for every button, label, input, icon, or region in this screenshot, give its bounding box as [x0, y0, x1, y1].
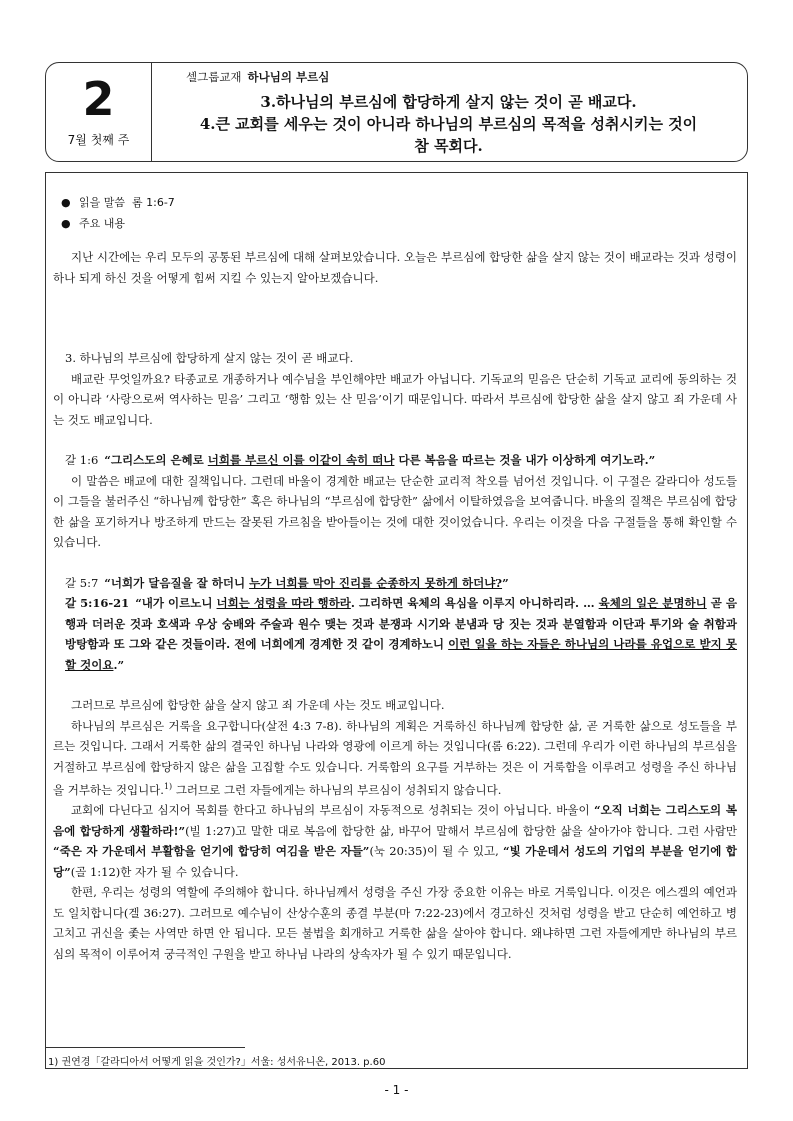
- bold-quote: “오직 너희는 그리스도의 복음에 합당하게 생활하라!”: [53, 803, 737, 838]
- spirit-paragraph: 한편, 우리는 성령의 역할에 주의해야 합니다. 하나님께서 성령을 주신 가장 중요한 이유는 바로 거룩입니다. 이것은 에스겔의 예언과도 일치합니다(겔 36:27). 그러므로 예수님이 산상수훈의 종결 부분(마 7:22-23)에서 경고하신 것처럼 성령을 받고 단순히 예언하고 병고치고 귀신을 좇는 사역만 하면 안 됩니다. 모든 불법을 회개하고 거룩한 삶을 살아야 합니다. 왜냐하면 그런 자들에게만 하나님의 부르심의 목적이 이루어져 궁극적인 구원을 받고 하나님 나라의 상속자가 될 수 있기 때문입니다.: [53, 885, 737, 961]
- verse-text: 곧 음행과 더러운 것과 호색과 우상 숭배와 주술과 원수 맺는 것과 분쟁과 시기와 분냄과 당 짓는 것과 분열함과 이단과 투기와 술 취함과 방탕함과 또 그와 같은 것들이라. 전에 너희에게 경계한 것 같이 경계하노니: [65, 596, 738, 651]
- verse-underlined: 너희는 성령을 따라 행하라: [216, 596, 351, 610]
- lesson-title: [156, 91, 741, 157]
- content-body: [53, 173, 737, 964]
- verse-text: . 그리하면 육체의 욕심을 이루지 아니하리라. …: [350, 596, 599, 610]
- footnote-ref: 1): [163, 782, 173, 791]
- paragraph-text: (눅 20:35)이 될 수 있고,: [369, 844, 503, 859]
- verse-ref: 갈 5:16-21: [65, 596, 130, 610]
- lesson-header: [45, 62, 748, 162]
- week-label: 7월 첫째 주: [67, 133, 130, 147]
- main-label: 주요 내용: [79, 216, 126, 230]
- series-line: [186, 69, 329, 85]
- verse-ref: 갈 5:7: [65, 575, 99, 590]
- verse-underlined: 육체의 일은 분명하니: [598, 596, 707, 610]
- intro-paragraph: 지난 시간에는 우리 모두의 공통된 부르심에 대해 살펴보았습니다. 오늘은 부르심에 합당한 삶을 살지 않는 것이 배교라는 것과 성령이 하나 되게 하신 것을 어떻게 힘써 지킬 수 있는지 알아보겠습니다.: [53, 250, 737, 285]
- footnote-divider: [45, 1047, 245, 1048]
- verse-ref: 갈 1:6: [65, 453, 99, 467]
- verse-underlined: 이런 일을 하는 자들은 하나님의 나라를 유업으로 받지 못할 것이요: [65, 637, 737, 672]
- conclusion-sentence: 그러므로 부르심에 합당한 삶을 살지 않고 죄 가운데 사는 것도 배교입니다.: [71, 698, 445, 712]
- week-cell: [46, 63, 152, 161]
- main-bullet: [53, 214, 737, 235]
- commentary-paragraph: 이 말씀은 배교에 대한 질책입니다. 그런데 바울이 경계한 배교는 단순한 교리적 착오를 넘어선 것입니다. 이 구절은 갈라디아 성도들이 그들을 불러주신 “하나님께 합당한” 혹은 하나님의 “부르심에 합당한” 삶에서 이탈하였음을 보여줍니다. 바울의 질책은 부르심에 합당한 삶을 포기하거나 방조하게 만드는 잘못된 가르침을 받아들이는 것에 대한 것이었습니다. 우리는 이것을 다음 구절들을 통해 확인할 수 있습니다.: [53, 473, 737, 549]
- reading-bullet: [53, 193, 737, 214]
- paragraph-text: 그러므로 그런 자들에게는 하나님의 부르심이 성취되지 않습니다.: [172, 782, 502, 797]
- week-number: 2: [82, 72, 115, 126]
- verse-text: .”: [113, 657, 125, 672]
- paragraph-text: (빌 1:27)고 말한 대로 복음에 합당한 삶, 바꾸어 말해서 부르심에 합당한 삶을 살아가야 합니다. 그런 사람만: [185, 823, 738, 838]
- verse-gal-1-6: [53, 450, 737, 471]
- verse-text: “그리스도의 은혜로: [104, 453, 208, 467]
- bullet-dot-icon: ●: [61, 216, 71, 230]
- reading-ref: 롬 1:6-7: [132, 196, 175, 209]
- verse-text: 다른 복음을 따르는 것을 내가 이상하게 여기노라.”: [394, 453, 656, 467]
- reading-label: 읽을 말씀: [79, 196, 126, 209]
- verse-text: “내가 이르노니: [135, 596, 217, 610]
- verse-text: ”: [502, 575, 509, 590]
- title-line-1: 3.하나님의 부르심에 합당하게 살지 않는 것이 곧 배교다.: [260, 93, 637, 111]
- section-paragraph: 배교란 무엇일까요? 타종교로 개종하거나 예수님을 부인해야만 배교가 아닙니다. 기독교의 믿음은 단순히 기독교 교리에 동의하는 것이 아니라 ‘사랑으로써 역사하는 믿음’ 그리고 ‘행함 있는 산 믿음’이기 때문입니다. 따라서 부르심에 합당한 삶을 살지 않고 죄 가운데 사는 것도 배교입니다.: [53, 371, 737, 427]
- series-title: 하나님의 부르심: [247, 70, 330, 84]
- paragraph-text: 하나님의 부르심은 거룩을 요구합니다(살전 4:3 7-8). 하나님의 계획은 거룩하신 하나님께 합당한 삶, 곧 거룩한 삶으로 성도들을 부르는 것입니다. 그래서 거룩한 삶의 결국인 하나님 나라와 영광에 이르게 하는 것입니다(롬 6:22). 그런데 우리가 이런 하나님의 부르심을 거절하고 부르심에 합당하지 않은 삶을 고집할 수도 있습니다. 거룩함의 요구를 거부하는 것은 이 거룩함을 이루려고 성령을 주신 하나님을 거부하는 것입니다.: [53, 718, 737, 797]
- verse-text: “너희가 달음질을 잘 하더니: [104, 575, 250, 590]
- title-line-3: 참 목회다.: [414, 137, 483, 155]
- verse-gal-5-16: [53, 593, 737, 675]
- calling-paragraph: [53, 800, 737, 882]
- bullet-dot-icon: ●: [61, 196, 71, 209]
- verse-underlined: 누가 너희를 막아 진리를 순종하지 못하게 하더냐?: [249, 575, 503, 590]
- series-label: 셀그룹교재: [186, 70, 242, 84]
- page-number: - 1 -: [384, 1083, 409, 1097]
- paragraph-text: 교회에 다닌다고 심지어 목회를 한다고 하나님의 부르심이 자동적으로 성취되는 것이 아닙니다. 바울이: [71, 803, 594, 818]
- verse-gal-5-7: [53, 573, 737, 594]
- footnote: 1) 권연경「갈라디아서 어떻게 읽을 것인가?」서울: 성서유니온, 2013. p.60: [48, 1057, 386, 1068]
- content-box: [45, 172, 748, 1069]
- bold-quote: “빛 가운데서 성도의 기업의 부분을 얻기에 합당”: [53, 844, 737, 879]
- holiness-paragraph: [53, 716, 737, 801]
- paragraph-text: (골 1:12)한 자가 될 수 있습니다.: [70, 864, 239, 879]
- title-line-2: 4.큰 교회를 세우는 것이 아니라 하나님의 부르심의 목적을 성취시키는 것이: [199, 115, 698, 133]
- verse-underlined: 너희를 부르신 이를 이같이 속히 떠나: [207, 453, 395, 467]
- section-heading: 3. 하나님의 부르심에 합당하게 살지 않는 것이 곧 배교다.: [65, 351, 354, 365]
- bold-quote: “죽은 자 가운데서 부활함을 얻기에 합당히 여김을 받은 자들”: [53, 844, 370, 859]
